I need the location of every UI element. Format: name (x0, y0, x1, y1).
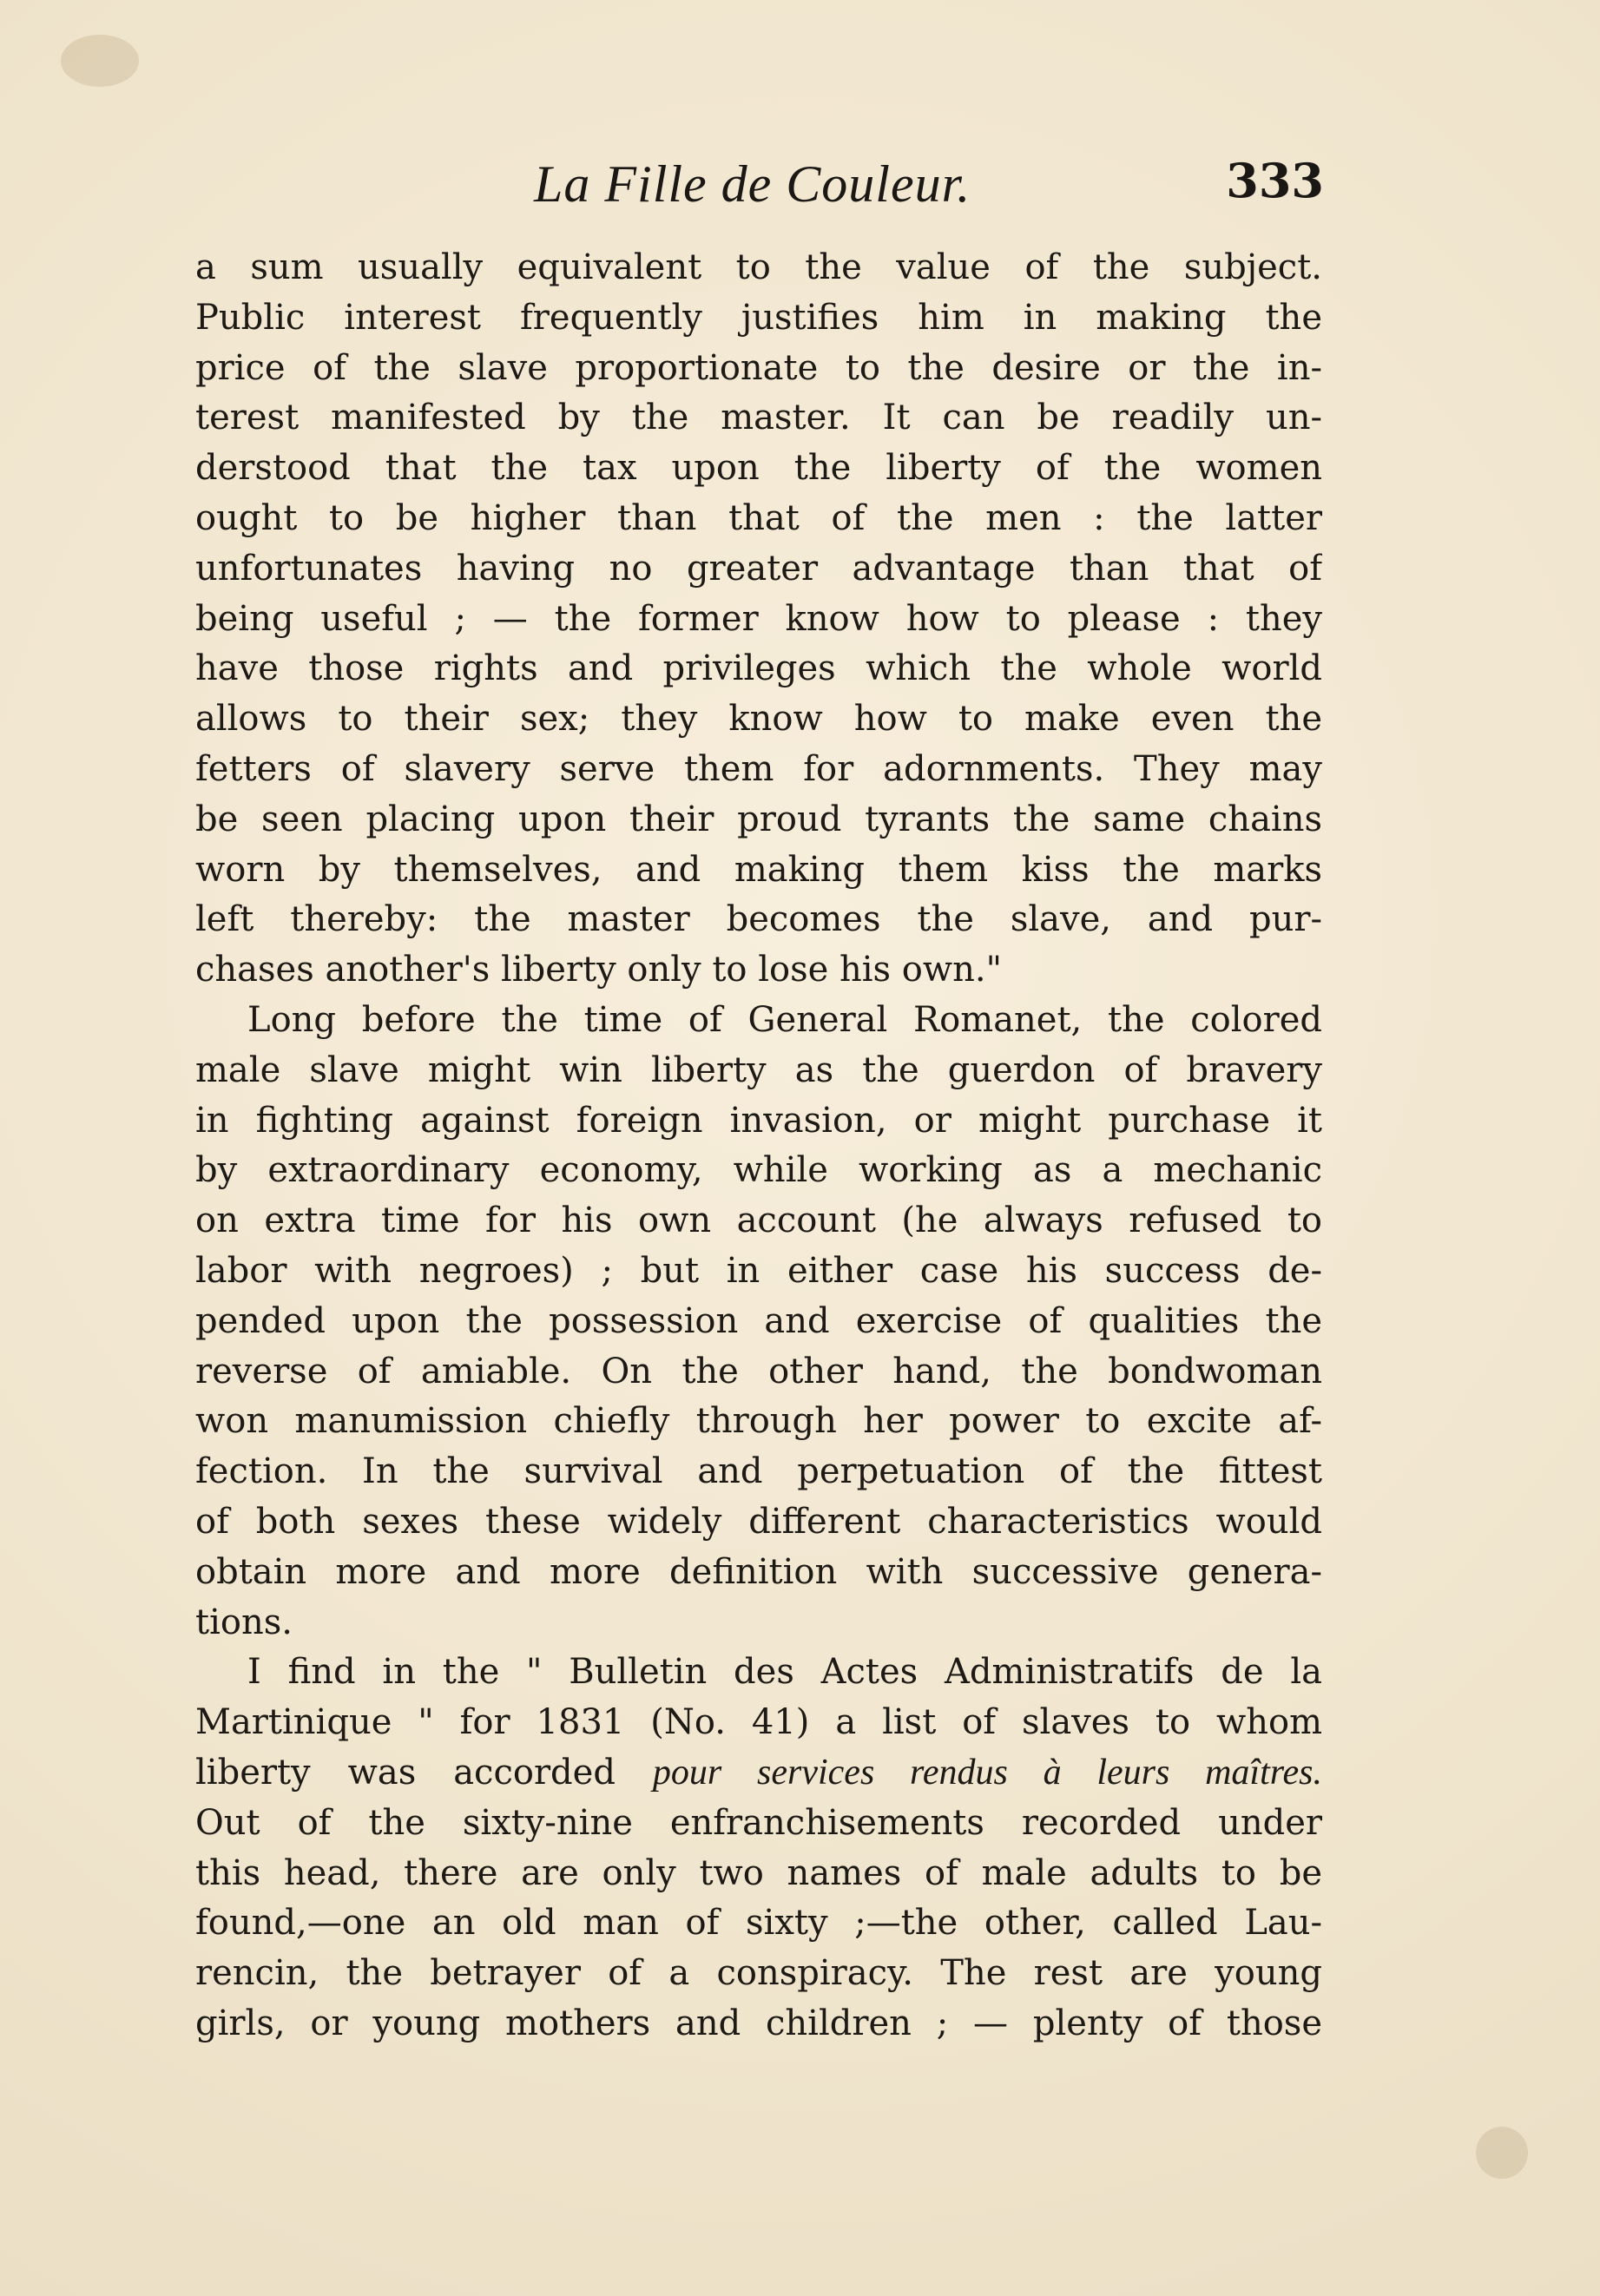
text-line: price of the slave proportionate to the desire or the in- (195, 347, 1322, 388)
text-line: worn by themselves, and making them kiss the marks (195, 849, 1322, 890)
text-line-with-italic (195, 1748, 1322, 1799)
text-line: I find in the " Bulletin des Actes Administratifs de la (247, 1652, 1322, 1693)
text-line: being useful ; — the former know how to please : they (195, 598, 1322, 639)
italic-phrase: pour services rendus à leurs maîtres. (652, 1752, 1322, 1793)
paper-stain (1476, 2127, 1528, 2179)
text-line: terest manifested by the master. It can be readily un- (195, 398, 1322, 438)
text-line: unfortunates having no greater advantage than that of (195, 548, 1322, 589)
text-line: girls, or young mothers and children ; — plenty of those (195, 2003, 1322, 2043)
text-line: fection. In the survival and perpetuation of the fittest (195, 1451, 1322, 1492)
text-line: Long before the time of General Romanet, the colored (247, 999, 1322, 1040)
text-line: tions. (195, 1602, 293, 1642)
text-line: allows to their sex; they know how to make even the (195, 699, 1322, 740)
text-line: ought to be higher than that of the men : the latter (195, 497, 1322, 538)
text-line: rencin, the betrayer of a conspiracy. The rest are young (195, 1953, 1322, 1994)
text-line: this head, there are only two names of male adults to be (195, 1852, 1322, 1893)
text-line: derstood that the tax upon the liberty of the women (195, 448, 1322, 489)
text-line: labor with negroes) ; but in either case his success de- (195, 1250, 1322, 1291)
page-number: 333 (1226, 153, 1324, 208)
text-line: on extra time for his own account (he always refused to (195, 1201, 1322, 1241)
text-line: Martinique " for 1831 (No. 41) a list of slaves to whom (195, 1702, 1322, 1743)
text-line: Out of the sixty-nine enfranchisements recorded under (195, 1802, 1322, 1843)
text-segment: liberty was accorded (195, 1752, 616, 1793)
text-line: left thereby: the master becomes the slave, and pur- (195, 899, 1322, 940)
text-line: obtain more and more definition with successive genera- (195, 1551, 1322, 1592)
text-line: have those rights and privileges which the whole world (195, 648, 1322, 689)
text-line: by extraordinary economy, while working as a mechanic (195, 1150, 1322, 1191)
text-line: in fighting against foreign invasion, or might purchase it (195, 1100, 1322, 1141)
text-line: won manumission chiefly through her power to excite af- (195, 1401, 1322, 1442)
text-line: found,—one an old man of sixty ;—the other, called Lau- (195, 1903, 1322, 1944)
text-line: Public interest frequently justifies him in making the (195, 297, 1322, 338)
text-line: pended upon the possession and exercise of qualities the (195, 1300, 1322, 1341)
text-line: be seen placing upon their proud tyrants the same chains (195, 799, 1322, 839)
running-head (195, 148, 1324, 226)
text-line: chases another's liberty only to lose his own." (195, 950, 1002, 990)
text-line: male slave might win liberty as the guerdon of bravery (195, 1049, 1322, 1090)
text-line: fetters of slavery serve them for adornments. They may (195, 748, 1322, 789)
text-line: reverse of amiable. On the other hand, the bondwoman (195, 1351, 1322, 1391)
text-line: a sum usually equivalent to the value of the subject. (195, 247, 1322, 287)
paper-stain (61, 35, 139, 87)
running-title: La Fille de Couleur. (534, 155, 971, 213)
body-text (195, 243, 1322, 2049)
text-line: of both sexes these widely different characteristics would (195, 1501, 1322, 1542)
